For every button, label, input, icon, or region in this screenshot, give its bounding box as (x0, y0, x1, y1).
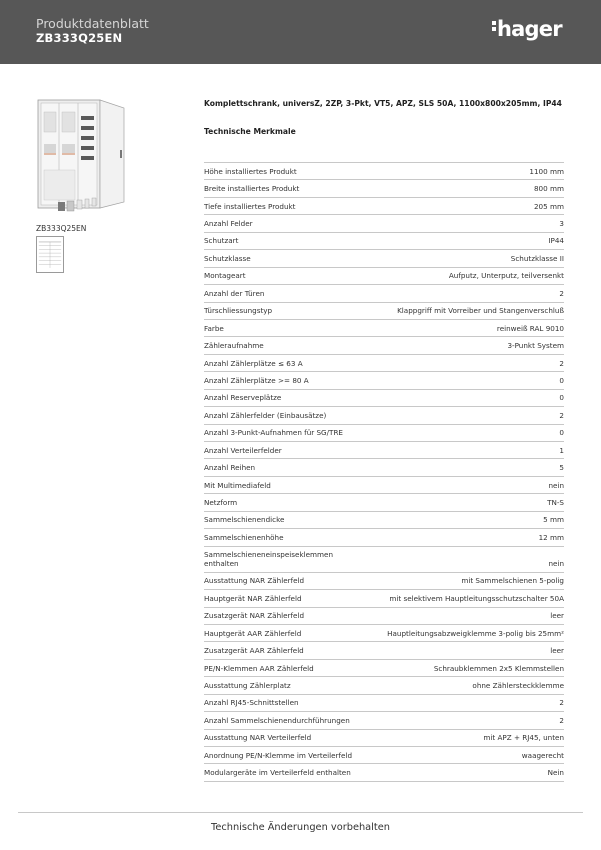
spec-row (204, 285, 564, 302)
spec-row (204, 547, 564, 573)
spec-value: mit selektivem Hauptleitungsschutzschalter 50A (389, 593, 564, 603)
spec-label: Hauptgerät NAR Zählerfeld (204, 593, 302, 603)
spec-label: Ausstattung NAR Verteilerfeld (204, 733, 312, 743)
spec-value: 2 (559, 698, 564, 708)
spec-value: 2 (559, 288, 564, 298)
spec-label: Anzahl Sammelschienendurchführungen (204, 715, 350, 725)
spec-label: Netzform (204, 498, 238, 508)
spec-row (204, 712, 564, 729)
spec-label: Zusatzgerät AAR Zählerfeld (204, 646, 304, 656)
footer-note: Technische Änderungen vorbehalten (211, 822, 390, 833)
product-image-caption: ZB333Q25EN (36, 224, 87, 233)
spec-label: Anordnung PE/N-Klemme im Verteilerfeld (204, 750, 353, 760)
spec-row (204, 250, 564, 267)
spec-value: 3 (559, 219, 564, 229)
spec-value: leer (550, 646, 564, 656)
spec-row (204, 198, 564, 215)
spec-label: Türschliessungstyp (204, 306, 273, 316)
spec-label: Anzahl Reserveplätze (204, 393, 282, 403)
spec-row (204, 459, 564, 476)
spec-row (204, 747, 564, 764)
spec-value: mit Sammelschienen 5-polig (461, 576, 564, 586)
spec-value: nein (548, 480, 564, 490)
spec-value: nein (548, 558, 564, 568)
spec-label: PE/N-Klemmen AAR Zählerfeld (204, 663, 314, 673)
spec-label: Anzahl RJ45-Schnittstellen (204, 698, 299, 708)
section-title: Technische Merkmale (204, 127, 296, 136)
spec-row (204, 590, 564, 607)
spec-label: Mit Multimediafeld (204, 480, 271, 490)
spec-value: 205 mm (533, 201, 564, 211)
spec-row (204, 303, 564, 320)
brand-name: hager (497, 17, 562, 41)
spec-label: Anzahl Reihen (204, 463, 256, 473)
spec-label: Zähleraufnahme (204, 341, 264, 351)
spec-row (204, 442, 564, 459)
spec-row (204, 642, 564, 659)
spec-value: 5 (559, 463, 564, 473)
spec-label: Tiefe installiertes Produkt (204, 201, 296, 211)
spec-label: Breite installiertes Produkt (204, 184, 300, 194)
spec-label: Anzahl der Türen (204, 288, 265, 298)
spec-row (204, 730, 564, 747)
spec-value: leer (550, 611, 564, 621)
spec-label: Sammelschienenhöhe (204, 532, 284, 542)
spec-label: Höhe installiertes Produkt (204, 166, 297, 176)
hager-logo (492, 17, 568, 43)
spec-row (204, 337, 564, 354)
spec-row (204, 233, 564, 250)
spec-row (204, 163, 564, 180)
spec-value: 1 (559, 445, 564, 455)
spec-row (204, 215, 564, 232)
spec-row (204, 268, 564, 285)
spec-label: Zusatzgerät NAR Zählerfeld (204, 611, 305, 621)
spec-row (204, 529, 564, 546)
document-type: Produktdatenblatt (36, 16, 149, 31)
spec-value: Schraubklemmen 2x5 Klemmstellen (433, 663, 564, 673)
product-image (36, 98, 128, 218)
spec-value: 12 mm (538, 532, 564, 542)
spec-label: Schutzklasse (204, 253, 251, 263)
spec-label: Montageart (204, 271, 246, 281)
spec-label: Anzahl Zählerplätze ≤ 63 A (204, 358, 303, 368)
spec-label: Sammelschieneneinspeiseklemmen enthalten (204, 549, 334, 568)
spec-value: 2 (559, 358, 564, 368)
spec-label: Schutzart (204, 236, 239, 246)
product-code: ZB333Q25EN (36, 31, 123, 45)
spec-label: Anzahl 3-Punkt-Aufnahmen für SG/TRE (204, 428, 343, 438)
spec-label: Ausstattung Zählerplatz (204, 680, 291, 690)
spec-label: Anzahl Felder (204, 219, 253, 229)
spec-row (204, 764, 564, 781)
spec-value: Schutzklasse II (510, 253, 564, 263)
spec-label: Anzahl Zählerfelder (Einbausätze) (204, 410, 327, 420)
spec-value: ohne Zählersteckklemme (472, 680, 564, 690)
datasheet-thumbnail[interactable] (36, 236, 64, 273)
spec-row (204, 425, 564, 442)
spec-label: Modulargeräte im Verteilerfeld enthalten (204, 768, 351, 778)
spec-row (204, 320, 564, 337)
spec-row (204, 695, 564, 712)
spec-value: TN-S (547, 498, 564, 508)
spec-value: Aufputz, Unterputz, teilversenkt (448, 271, 564, 281)
spec-row (204, 372, 564, 389)
spec-value: Hauptleitungsabzweigklemme 3-polig bis 25mm² (387, 628, 564, 638)
spec-row (204, 355, 564, 372)
spec-label: Ausstattung NAR Zählerfeld (204, 576, 305, 586)
spec-row (204, 180, 564, 197)
spec-row (204, 494, 564, 511)
spec-row (204, 677, 564, 694)
spec-label: Anzahl Verteilerfelder (204, 445, 282, 455)
spec-row (204, 477, 564, 494)
spec-row (204, 573, 564, 590)
spec-label: Hauptgerät AAR Zählerfeld (204, 628, 302, 638)
spec-table (204, 162, 564, 782)
spec-value: 2 (559, 410, 564, 420)
spec-value: 800 mm (533, 184, 564, 194)
spec-value: mit APZ + RJ45, unten (483, 733, 564, 743)
spec-value: 0 (559, 375, 564, 385)
spec-row (204, 407, 564, 424)
page-header (0, 0, 601, 64)
spec-value: IP44 (548, 236, 564, 246)
spec-value: 5 mm (543, 515, 564, 525)
spec-value: Klappgriff mit Vorreiber und Stangenverschluß (397, 306, 564, 316)
spec-value: 0 (559, 428, 564, 438)
spec-label: Anzahl Zählerplätze >= 80 A (204, 375, 309, 385)
spec-row (204, 608, 564, 625)
spec-value: waagerecht (521, 750, 564, 760)
spec-row (204, 512, 564, 529)
spec-label: Farbe (204, 323, 224, 333)
spec-label: Sammelschienendicke (204, 515, 285, 525)
spec-row (204, 625, 564, 642)
spec-value: 3-Punkt System (507, 341, 564, 351)
product-title: Komplettschrank, universZ, 2ZP, 3-Pkt, VT5, APZ, SLS 50A, 1100x800x205mm, IP44 (204, 99, 562, 108)
spec-value: 1100 mm (529, 166, 564, 176)
footer-divider (18, 812, 583, 813)
spec-row (204, 660, 564, 677)
spec-value: 2 (559, 715, 564, 725)
spec-value: 0 (559, 393, 564, 403)
spec-value: Nein (547, 768, 564, 778)
spec-value: reinweiß RAL 9010 (496, 323, 564, 333)
spec-row (204, 390, 564, 407)
